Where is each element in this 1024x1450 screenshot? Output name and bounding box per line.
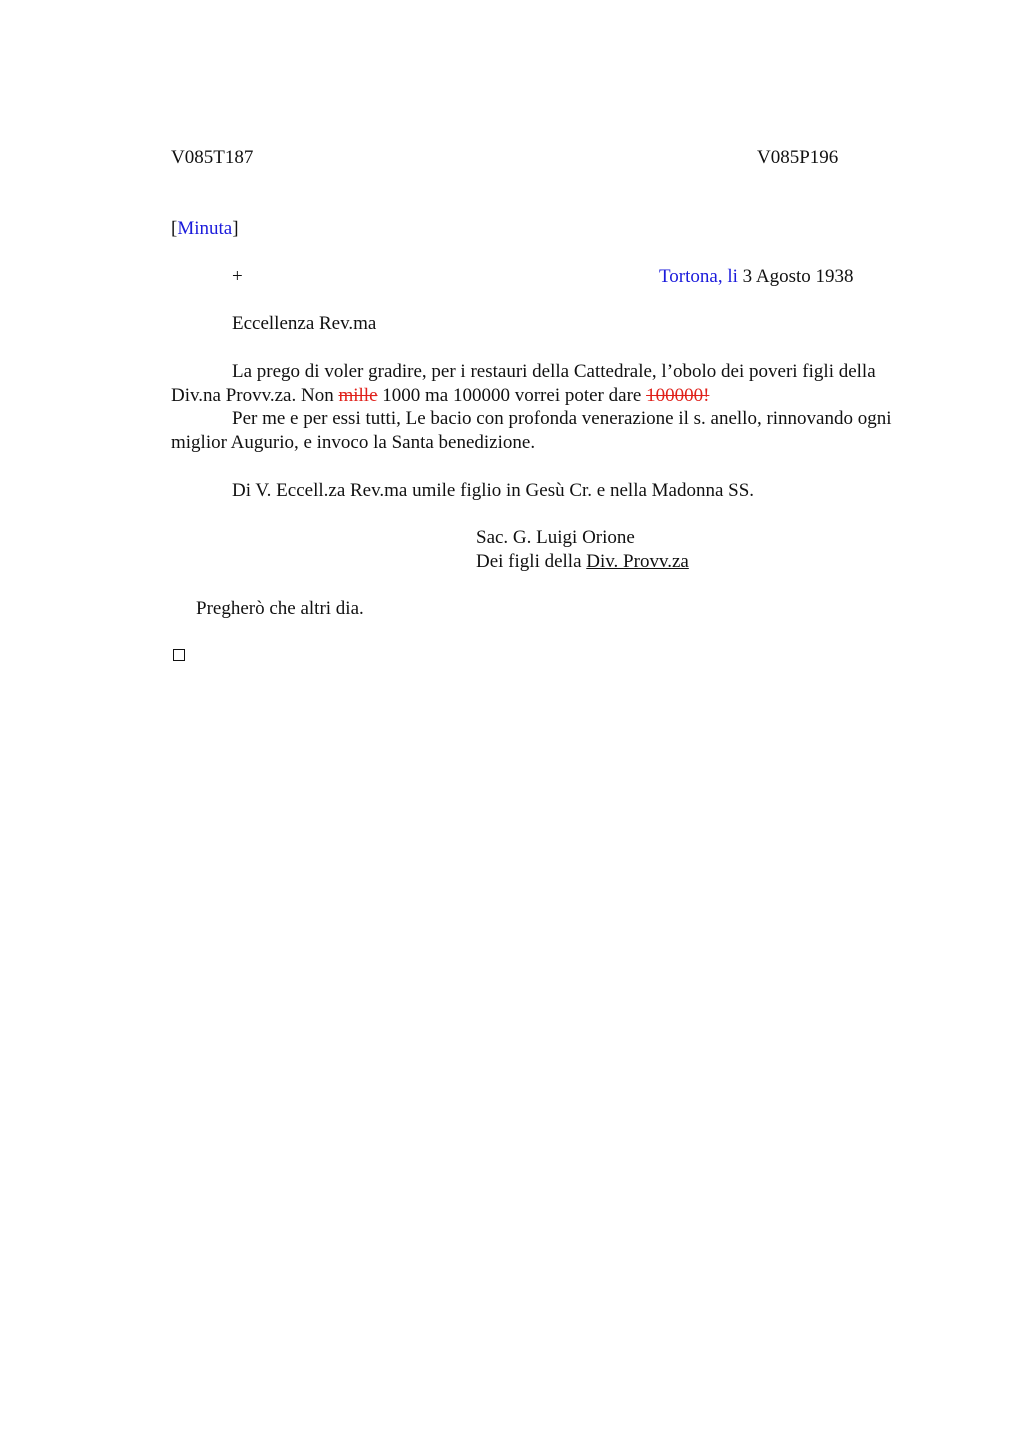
p1-deleted-amount: 100000! xyxy=(646,384,710,406)
p1-deleted-word: mille xyxy=(338,384,378,406)
p1-text-start: La prego di voler gradire, per i restauri della Cattedrale, l’obolo dei poveri figli della Div.na Provv.za. Non xyxy=(171,361,876,406)
close-bracket: ] xyxy=(232,218,239,239)
body-paragraph-1 xyxy=(171,360,916,407)
cross-symbol: + xyxy=(232,266,243,287)
signature-name: Sac. G. Luigi Orione xyxy=(476,527,635,548)
signature-prefix: Dei figli della xyxy=(476,551,582,572)
minuta-label xyxy=(171,217,239,241)
minuta-text: Minuta xyxy=(177,218,233,239)
dateline-place: Tortona, li xyxy=(659,266,738,287)
document-code-right: V085P196 xyxy=(757,147,839,168)
closing-line: Di V. Eccell.za Rev.ma umile figlio in Gesù Cr. e nella Madonna SS. xyxy=(232,480,755,501)
salutation: Eccellenza Rev.ma xyxy=(232,313,377,334)
signature-line-2 xyxy=(476,550,689,574)
p1-text-middle: 1000 ma 100000 vorrei poter dare xyxy=(382,384,642,406)
open-bracket: [ xyxy=(171,218,178,239)
signature-underlined: Div. Provv.za xyxy=(586,551,689,572)
postscript: Pregherò che altri dia. xyxy=(196,598,364,619)
dateline xyxy=(659,265,854,289)
empty-checkbox-icon xyxy=(173,649,185,661)
body-paragraph-2: Per me e per essi tutti, Le bacio con profonda venerazione il s. anello, rinnovando ogni miglior Augurio, e invoco la Santa benedizione. xyxy=(171,408,892,453)
dateline-date: 3 Agosto 1938 xyxy=(742,266,854,287)
document-code-left: V085T187 xyxy=(171,147,254,168)
